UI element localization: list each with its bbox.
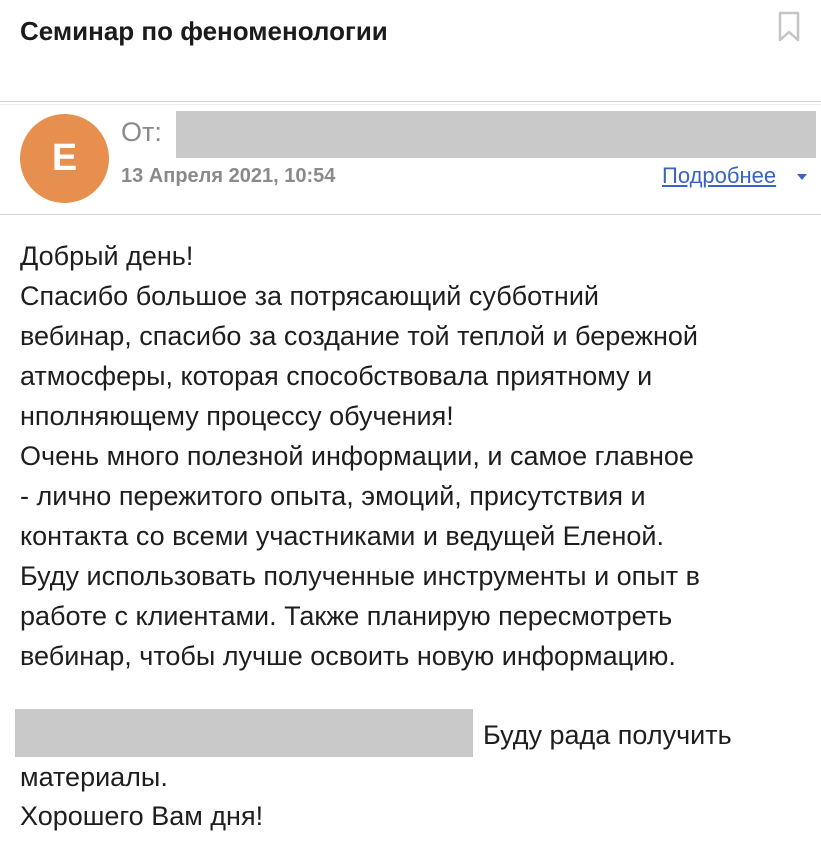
body-line: атмосферы, которая способствовала приятному и: [20, 361, 653, 391]
bookmark-icon[interactable]: [777, 11, 801, 43]
body-line: Буду рада получить: [483, 720, 732, 750]
body-line: - лично пережитого опыта, эмоций, присутствия и: [20, 481, 646, 511]
details-link[interactable]: Подробнее: [662, 163, 777, 188]
sender-redacted: [176, 111, 816, 158]
email-subject: Семинар по феноменологии: [20, 16, 388, 46]
body-line: работе с клиентами. Также планирую пересмотреть: [20, 601, 673, 631]
body-line: Добрый день!: [20, 241, 194, 271]
body-line: контакта со всеми участниками и ведущей Еленой.: [20, 521, 664, 551]
body-line: нполняющему процессу обучения!: [20, 401, 454, 431]
divider: [0, 214, 821, 215]
caret-down-icon[interactable]: [797, 174, 807, 180]
body-line: Буду использовать полученные инструменты и опыт в: [20, 561, 700, 591]
body-line: материалы.: [20, 762, 168, 792]
from-label: От:: [121, 117, 162, 147]
email-date: 13 Апреля 2021, 10:54: [121, 165, 336, 187]
closing-line: Хорошего Вам дня!: [20, 801, 264, 831]
body-redacted: [15, 709, 473, 757]
body-line: вебинар, чтобы лучше освоить новую информацию.: [20, 641, 676, 671]
divider: [0, 104, 821, 105]
body-line: вебинар, спасибо за создание той теплой и бережной: [20, 321, 699, 351]
body-line: Очень много полезной информации, и самое главное: [20, 441, 694, 471]
subject-bar: [0, 0, 821, 100]
email-body: [20, 236, 810, 676]
divider: [0, 101, 821, 102]
sender-avatar: E: [20, 114, 109, 203]
body-line: Спасибо большое за потрясающий субботний: [20, 281, 599, 311]
